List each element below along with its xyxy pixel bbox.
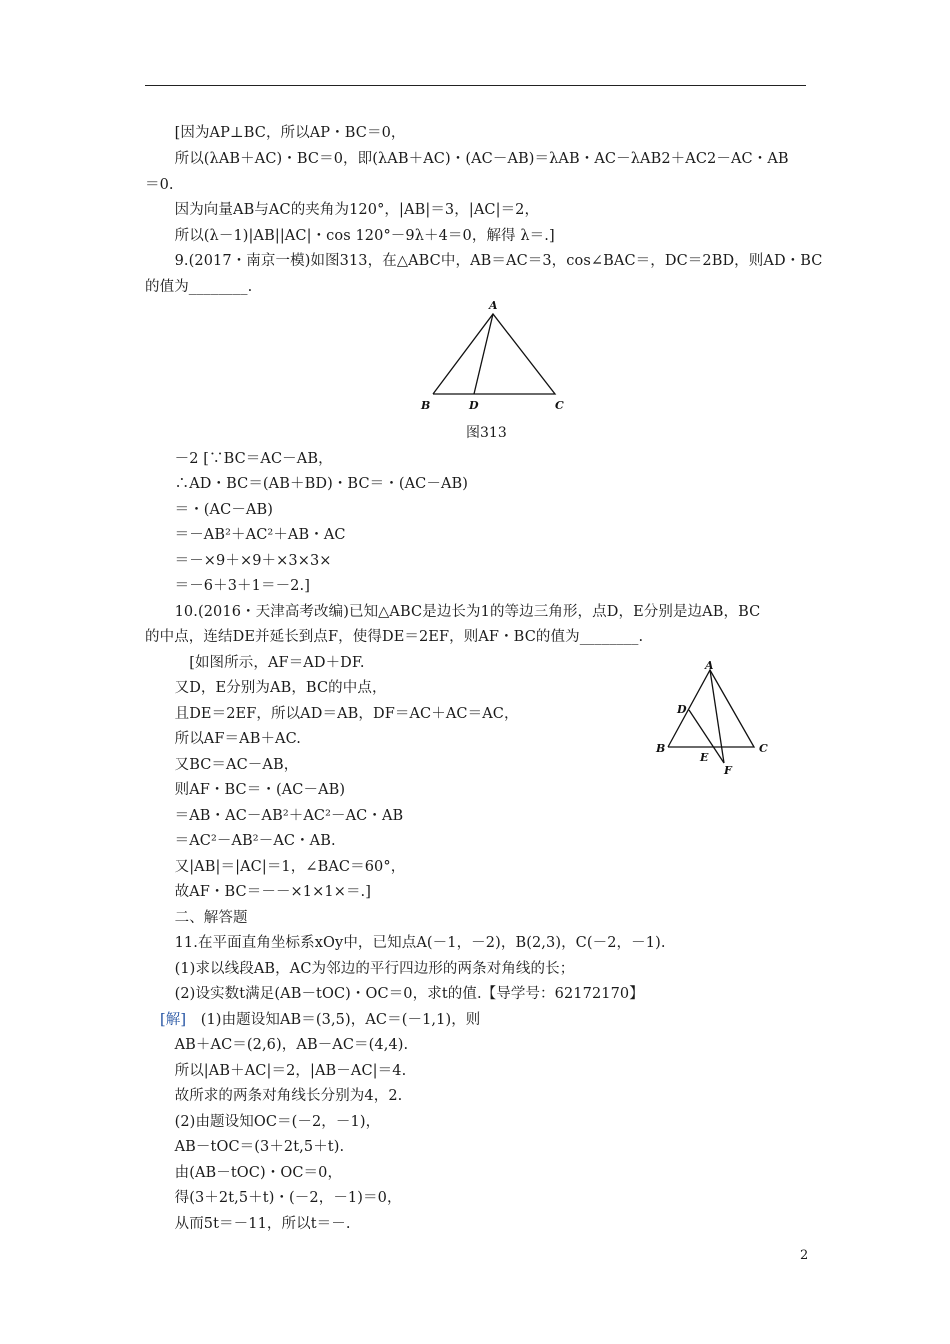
- label-B: B: [421, 399, 431, 412]
- label-F: F: [724, 764, 732, 777]
- text-line: ＝AB・AC－AB²＋AC²－AC・AB: [160, 808, 404, 824]
- label-A: A: [489, 299, 498, 312]
- label-E: E: [700, 751, 709, 764]
- text-line: 从而5t＝－11，所以t＝－.: [160, 1216, 351, 1232]
- text-line: 所以(λAB＋AC)・BC＝0，即(λAB＋AC)・(AC－AB)＝λAB・AC－λAB2＋AC2－AC・AB: [160, 151, 789, 167]
- text-line: 故所求的两条对角线长分别为4，2.: [160, 1088, 403, 1104]
- text-line: ＝0.: [145, 177, 174, 193]
- label-D: D: [677, 703, 687, 716]
- text-line: [如图所示，AF＝AD＋DF.: [160, 655, 365, 671]
- text-line: 由(AB－tOC)・OC＝0，: [160, 1165, 343, 1181]
- label-B: B: [656, 742, 666, 755]
- text-line: 且DE＝2EF，所以AD＝AB，DF＝AC＋AC＝AC，: [160, 706, 519, 722]
- problem-10-line: 10.(2016・天津高考改编)已知△ABC是边长为1的等边三角形，点D，E分别是边AB，BC: [160, 604, 761, 620]
- triangle-figure-def: [650, 660, 780, 780]
- problem-11-line: (2)设实数t满足(AB－tOC)・OC＝0，求t的值.【导学号：62172170】: [160, 986, 644, 1002]
- problem-9-line: 9.(2017・南京一模)如图313，在△ABC中，AB＝AC＝3，cos∠BAC＝，DC＝2BD，则AD・BC: [160, 253, 823, 269]
- text-line: (2)由题设知OC＝(－2，－1)，: [160, 1114, 381, 1130]
- text-line: 又D，E分别为AB，BC的中点，: [160, 680, 387, 696]
- text-line: 故AF・BC＝－－×1×1×＝.]: [160, 884, 372, 900]
- label-C: C: [759, 742, 768, 755]
- header-rule: [145, 85, 806, 86]
- problem-11-line: 11.在平面直角坐标系xOy中，已知点A(－1，－2)，B(2,3)，C(－2，－1).: [160, 935, 666, 951]
- triangle-figure-313: [418, 296, 570, 416]
- label-C: C: [555, 399, 564, 412]
- problem-10-line: 的中点，连结DE并延长到点F，使得DE＝2EF，则AF・BC的值为________.: [145, 629, 644, 645]
- text-line: 又BC＝AC－AB，: [160, 757, 299, 773]
- figure-caption: 图313: [466, 425, 507, 441]
- solution-first-line: [解] (1)由题设知AB＝(3,5)，AC＝(－1,1)，则: [160, 1012, 481, 1028]
- text-line: 所以(λ－1)|AB||AC|・cos 120°－9λ＋4＝0，解得 λ＝.]: [160, 228, 555, 244]
- text-line: 所以|AB＋AC|＝2，|AB－AC|＝4.: [160, 1063, 407, 1079]
- text-line: ＝AC²－AB²－AC・AB.: [160, 833, 336, 849]
- text-line: AB－tOC＝(3＋2t,5＋t).: [160, 1139, 345, 1155]
- text-line: 又|AB|＝|AC|＝1，∠BAC＝60°，: [160, 859, 406, 875]
- problem-9-line: 的值为________.: [145, 279, 253, 295]
- text-line: 则AF・BC＝・(AC－AB): [160, 782, 346, 798]
- problem-11-line: (1)求以线段AB，AC为邻边的平行四边形的两条对角线的长；: [160, 961, 575, 977]
- page-number: 2: [800, 1248, 809, 1263]
- text-line: ＝－6＋3＋1＝－2.]: [160, 578, 310, 594]
- text-line: －2 [∵BC＝AC－AB，: [160, 451, 333, 467]
- text-line: [因为AP⊥BC，所以AP・BC＝0，: [160, 125, 406, 141]
- text-line: 得(3＋2t,5＋t)・(－2，－1)＝0，: [160, 1190, 402, 1206]
- label-A: A: [705, 660, 714, 672]
- text-line: ＝－×9＋×9＋×3×3×: [160, 553, 332, 569]
- label-D: D: [469, 399, 479, 412]
- text-line: ＝・(AC－AB): [160, 502, 274, 518]
- text-line: 所以AF＝AB＋AC.: [160, 731, 302, 747]
- text-line: 因为向量AB与AC的夹角为120°，|AB|＝3，|AC|＝2，: [160, 202, 540, 218]
- text-line: AB＋AC＝(2,6)，AB－AC＝(4,4).: [160, 1037, 409, 1053]
- text-line: ∴AD・BC＝(AB＋BD)・BC＝・(AC－AB): [160, 476, 469, 492]
- section-heading: 二、解答题: [160, 910, 248, 926]
- text-line: ＝－AB²＋AC²＋AB・AC: [160, 527, 346, 543]
- solution-tag: [解]: [160, 1012, 187, 1028]
